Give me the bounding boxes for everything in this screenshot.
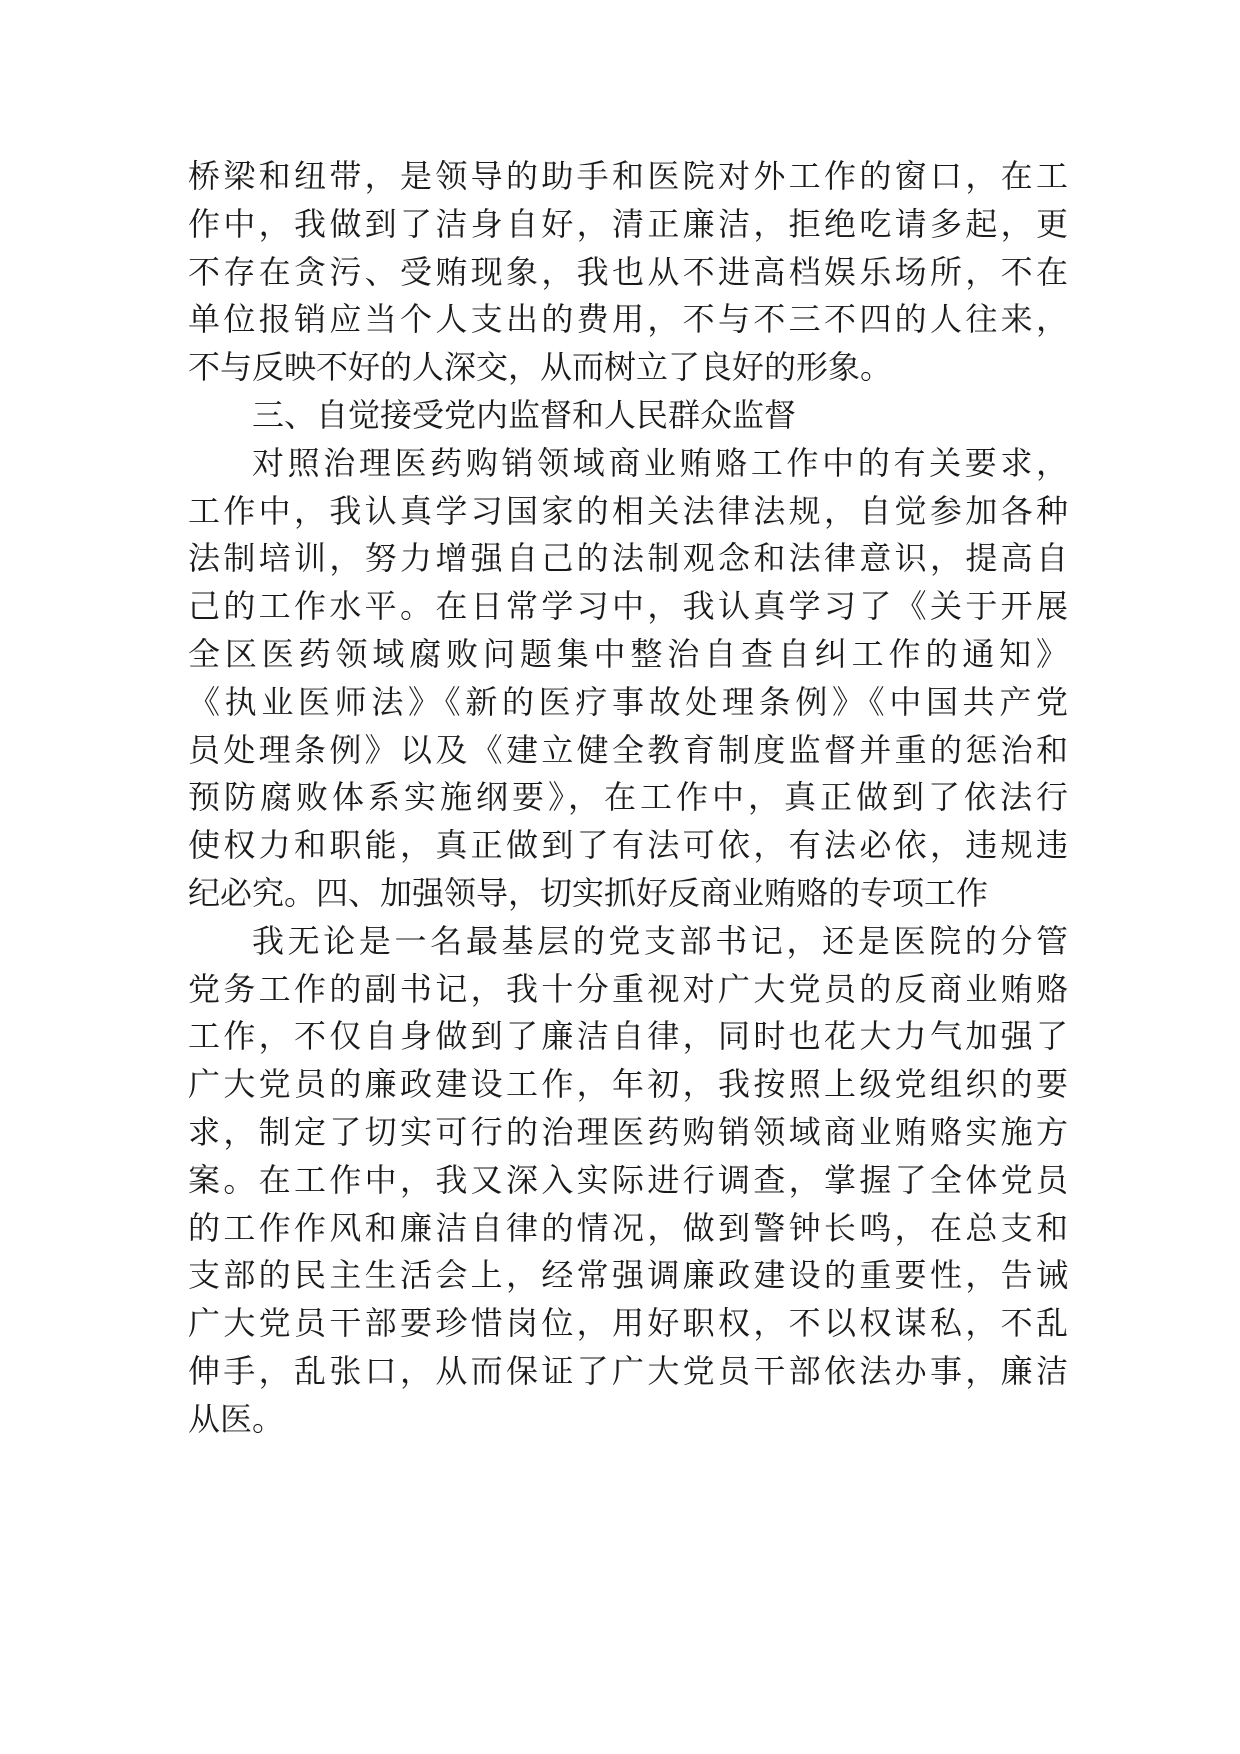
text-line: 纪必究。四、加强领导，切实抓好反商业贿赂的专项工作 (188, 873, 989, 912)
text-line: 我无论是一名最基层的党支部书记，还是医院的分管 (252, 921, 1068, 960)
text-line: 不存在贪污、受贿现象，我也从不进高档娱乐场所，不在 (188, 252, 1068, 291)
text-line: 使权力和职能，真正做到了有法可依，有法必依，违规违 (188, 826, 1068, 865)
text-line: 单位报销应当个人支出的费用，不与不三不四的人往来， (188, 300, 1068, 339)
text-line: 工作，不仅自身做到了廉洁自律，同时也花大力气加强了 (188, 1017, 1068, 1056)
text-line: 己的工作水平。在日常学习中，我认真学习了《关于开展 (188, 587, 1068, 626)
text-line: 案。在工作中，我又深入实际进行调查，掌握了全体党员 (188, 1160, 1068, 1199)
text-line: 广大党员的廉政建设工作，年初，我按照上级党组织的要 (188, 1065, 1068, 1104)
text-line: 从医。 (188, 1399, 285, 1438)
text-line: 伸手，乱张口，从而保证了广大党员干部依法办事，廉洁 (188, 1351, 1068, 1390)
text-line: 支部的民主生活会上，经常强调廉政建设的重要性，告诫 (188, 1256, 1068, 1295)
text-line: 对照治理医药购销领域商业贿赂工作中的有关要求， (252, 443, 1068, 482)
text-line: 的工作作风和廉洁自律的情况，做到警钟长鸣，在总支和 (188, 1208, 1068, 1247)
text-line: 作中，我做到了洁身自好，清正廉洁，拒绝吃请多起，更 (188, 204, 1068, 243)
text-line: 桥梁和纽带，是领导的助手和医院对外工作的窗口，在工 (188, 157, 1068, 195)
text-line: 广大党员干部要珍惜岗位，用好职权，不以权谋私，不乱 (188, 1304, 1068, 1343)
text-line: 《执业医师法》《新的医疗事故处理条例》《中国共产党 (188, 682, 1068, 721)
body-text (188, 153, 1068, 1444)
text-line: 法制培训，努力增强自己的法制观念和法律意识，提高自 (188, 539, 1068, 578)
text-line: 工作中，我认真学习国家的相关法律法规，自觉参加各种 (188, 491, 1068, 530)
text-line: 求，制定了切实可行的治理医药购销领域商业贿赂实施方 (188, 1112, 1068, 1151)
text-line: 三、自觉接受党内监督和人民群众监督 (252, 395, 797, 434)
text-line: 预防腐败体系实施纲要》，在工作中，真正做到了依法行 (188, 778, 1068, 817)
text-line: 不与反映不好的人深交，从而树立了良好的形象。 (188, 348, 893, 387)
text-line: 全区医药领域腐败问题集中整治自查自纠工作的通知》 (188, 634, 1068, 673)
text-line: 员处理条例》以及《建立健全教育制度监督并重的惩治和 (188, 730, 1068, 769)
text-line: 党务工作的副书记，我十分重视对广大党员的反商业贿赂 (188, 969, 1068, 1008)
